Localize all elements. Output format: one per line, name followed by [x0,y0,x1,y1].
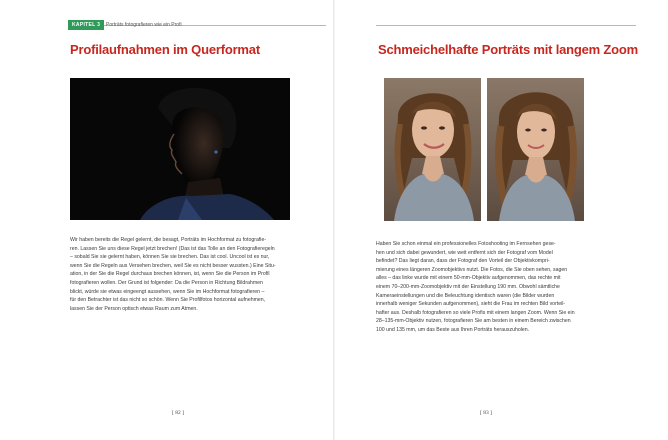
right-body-line: alles – das linke wurde mit einem 50-mm-Objektiv aufgenommen, das rechte mit [376,275,561,282]
left-body-line: ation, in der Sie die Regel durchaus brechen können, ist, wenn Sie die Person im Profil [70,271,270,278]
left-body-line: ren. Lassen Sie uns diese Regel jetzt brechen! (Das ist das Tolle an den Fotografieregeln [70,245,275,252]
header-rule-right [376,25,636,26]
right-body-line: hafter aus. Deshalb fotografieren so viele Profis mit einem langen Zoom. Wenn Sie ein [376,309,575,316]
left-body-line: – sobald Sie sie gelernt haben, können Sie sie brechen. Das ist cool. Uncool ist es nur, [70,254,270,261]
right-page-heading: Schmeichelhafte Porträts mit langem Zoom [378,42,639,57]
left-body-line: lassen Sie der Person optisch etwas Raum zum Atmen. [70,305,198,312]
left-page-body [70,236,310,313]
right-body-line: Kameraeinstellungen und die Beleuchtung identisch waren (die Bilder wurden [376,292,555,299]
left-body-line: für den Betrachter ist das nicht so schön. Wenn Sie Profilfotos horizontal aufnehmen, [70,297,266,304]
right-body-line: einem 70–200-mm-Zoomobjektiv mit der Einstellung 190 mm. Obwohl sämtliche [376,283,560,290]
left-page-number: [ 82 ] [172,410,184,416]
right-body-line: 28–135-mm-Objektiv nutzen, fotografieren Sie am besten in einem Bereich zwischen [376,318,571,325]
profile-portrait-photo [70,78,290,220]
left-body-line: blickt, würde sie etwas eingeengt aussehen, wenn Sie im Hochformat fotografieren – [70,288,265,295]
left-page-heading: Profilaufnahmen im Querformat [70,42,260,57]
right-body-line: 100 und 135 mm, um das Beste aus Ihren Porträts herauszuholen. [376,326,530,333]
right-page-body [376,240,638,335]
portrait-50mm-photo [384,78,481,221]
right-page-number: [ 83 ] [480,410,492,416]
chapter-tag: KAPITEL 3 [68,20,104,30]
right-body-line: befindet? Das liegt daran, dass der Fotograf den Vorteil der Objektivkompri- [376,258,550,265]
right-body-line: mierung eines längeren Zoomobjektivs nutzt. Die Fotos, die Sie oben sehen, sagen [376,266,568,273]
right-body-line: Haben Sie schon einmal ein professionelles Fotoshooting im Fernsehen gese- [376,241,556,247]
left-body-line: Wir haben bereits die Regel gelernt, die besagt, Porträts im Hochformat zu fotografie- [70,237,267,243]
portrait-190mm-photo [487,78,584,221]
right-body-line: innerhalb weniger Sekunden aufgenommen), sieht die Frau im rechten Bild vorteil- [376,301,566,308]
right-body-line: hen und sich dabei gewundert, wie weit entfernt sich der Fotograf vom Model [376,249,553,256]
chapter-title: Porträts fotografieren wie ein Profi [106,22,182,28]
book-gutter [333,0,335,440]
left-body-line: wenn Sie die Regeln aus Versehen brechen, weil Sie es nicht besser wussten.) Eine Situ- [70,262,276,269]
left-body-line: fotografieren wollen. Der Grund ist folgender: Da die Person in Richtung Bildrahmen [70,279,263,286]
